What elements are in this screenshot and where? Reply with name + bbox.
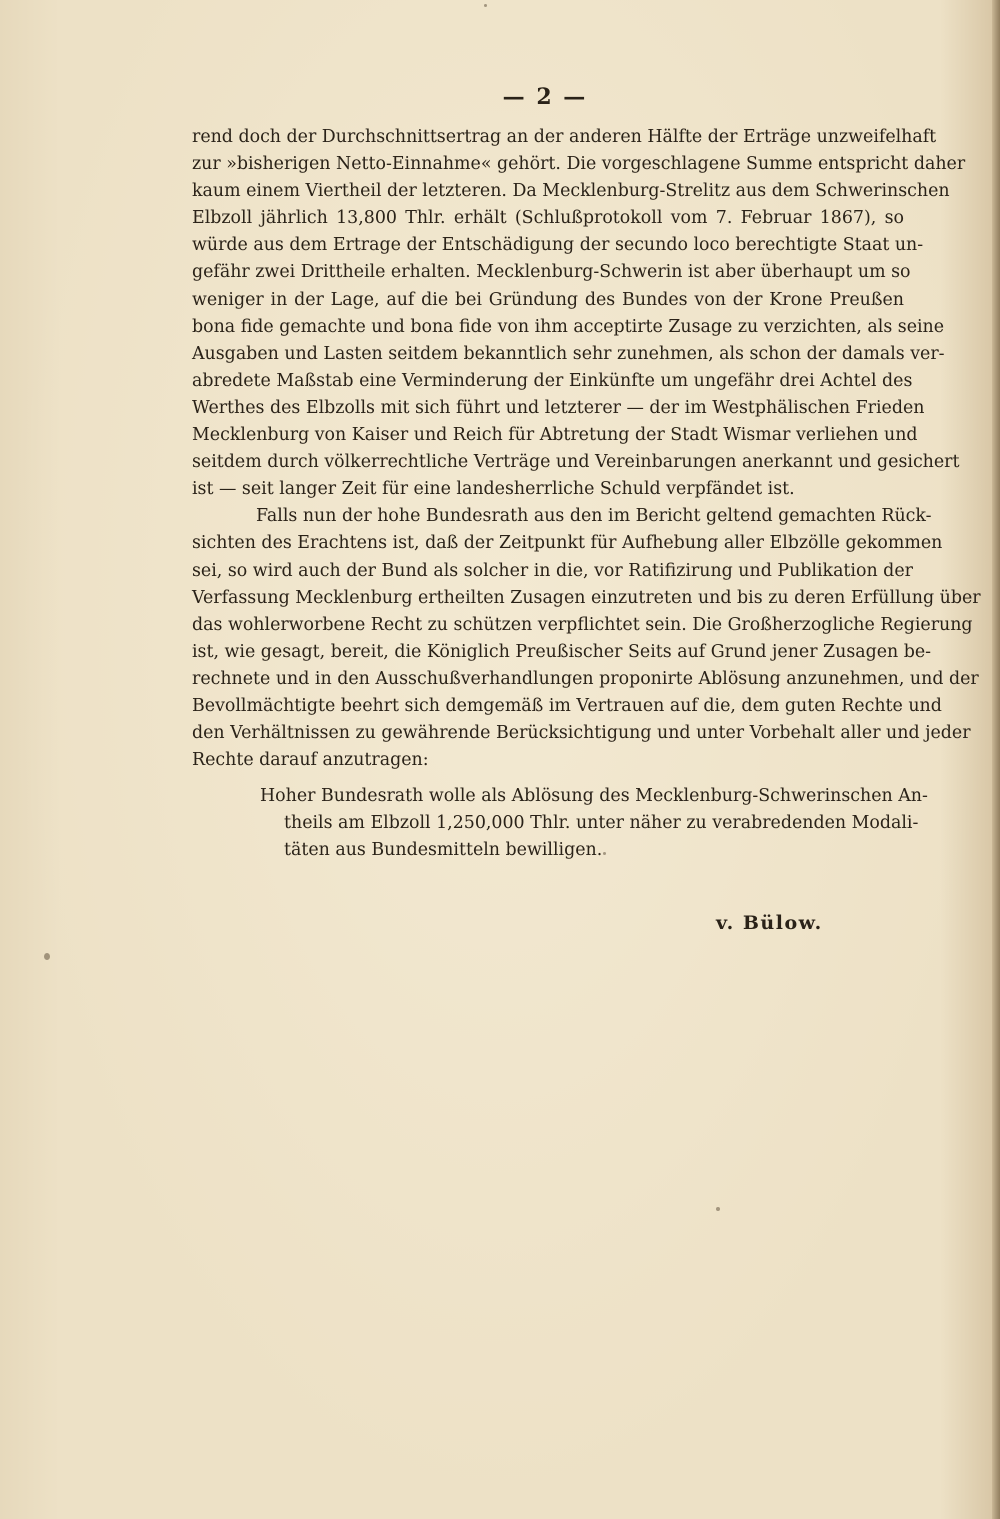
text-line: Elbzoll jährlich 13,800 Thlr. erhält (Schlußprotokoll vom 7. Februar 1867), so: [192, 208, 904, 229]
page-number: — 2 —: [502, 84, 588, 110]
text-line: sichten des Erachtens ist, daß der Zeitpunkt für Aufhebung aller Elbzölle gekommen: [192, 533, 943, 554]
paper-speck: [484, 4, 487, 7]
text-line: kaum einem Viertheil der letzteren. Da Mecklenburg-Strelitz aus dem Schwerinschen: [192, 181, 950, 202]
text-line: würde aus dem Ertrage der Entschädigung der secundo loco berechtigte Staat un-: [192, 235, 924, 256]
motion-text: [260, 783, 928, 864]
text-line: seitdem durch völkerrechtliche Verträge und Vereinbarungen anerkannt und gesichert: [192, 452, 960, 473]
body-text: [192, 124, 981, 774]
text-line: bona fide gemachte und bona fide von ihm acceptirte Zusage zu verzichten, als seine: [192, 316, 945, 337]
text-line: Hoher Bundesrath wolle als Ablösung des Mecklenburg-Schwerinschen An-: [260, 786, 928, 806]
text-line: Rechte darauf anzutragen:: [192, 750, 429, 771]
text-line: Verfassung Mecklenburg ertheilten Zusagen einzutreten und bis zu deren Erfüllung über: [192, 587, 981, 608]
text-line: Ausgaben und Lasten seitdem bekanntlich sehr zunehmen, als schon der damals ver-: [192, 343, 945, 364]
paper-speck: [716, 1207, 720, 1211]
text-line: Mecklenburg von Kaiser und Reich für Abtretung der Stadt Wismar verliehen und: [192, 425, 918, 446]
text-line: rend doch der Durchschnittsertrag an der anderen Hälfte der Erträge unzweifelhaft: [192, 127, 937, 147]
text-line: Falls nun der hohe Bundesrath aus den im Bericht geltend gemachten Rück-: [256, 506, 932, 527]
text-line: täten aus Bundesmitteln bewilligen.: [284, 840, 603, 861]
text-line: sei, so wird auch der Bund als solcher in die, vor Ratifizirung und Publikation der: [192, 560, 913, 581]
paper-speck: [44, 953, 50, 960]
text-line: Bevollmächtigte beehrt sich demgemäß im Vertrauen auf die, dem guten Rechte und: [192, 695, 942, 716]
text-line: Werthes des Elbzolls mit sich führt und letzterer — der im Westphälischen Frieden: [192, 397, 925, 418]
text-line: gefähr zwei Drittheile erhalten. Mecklenburg-Schwerin ist aber überhaupt um so: [192, 262, 911, 283]
text-line: den Verhältnissen zu gewährende Berücksichtigung und unter Vorbehalt aller und jeder: [192, 723, 971, 744]
text-line: abredete Maßstab eine Verminderung der Einkünfte um ungefähr drei Achtel des: [192, 370, 913, 391]
text-line: ist — seit langer Zeit für eine landesherrliche Schuld verpfändet ist.: [192, 479, 795, 500]
text-line: zur »bisherigen Netto-Einnahme« gehört. Die vorgeschlagene Summe entspricht daher: [192, 154, 966, 175]
paper-speck: [603, 852, 606, 855]
page-edge-shadow: [992, 0, 1000, 1519]
paragraph-1: [192, 124, 966, 503]
text-line: das wohlerworbene Recht zu schützen verpflichtet sein. Die Großherzogliche Regierung: [192, 614, 973, 635]
signature: v. Bülow.: [716, 912, 823, 934]
text-line: weniger in der Lage, auf die bei Gründung des Bundes von der Krone Preußen: [192, 289, 904, 310]
text-line: theils am Elbzoll 1,250,000 Thlr. unter näher zu verabredenden Modali-: [284, 813, 919, 834]
text-line: rechnete und in den Ausschußverhandlungen proponirte Ablösung anzunehmen, und der: [192, 668, 979, 689]
text-line: ist, wie gesagt, bereit, die Königlich Preußischer Seits auf Grund jener Zusagen be-: [192, 641, 932, 662]
paragraph-2: [192, 503, 981, 774]
